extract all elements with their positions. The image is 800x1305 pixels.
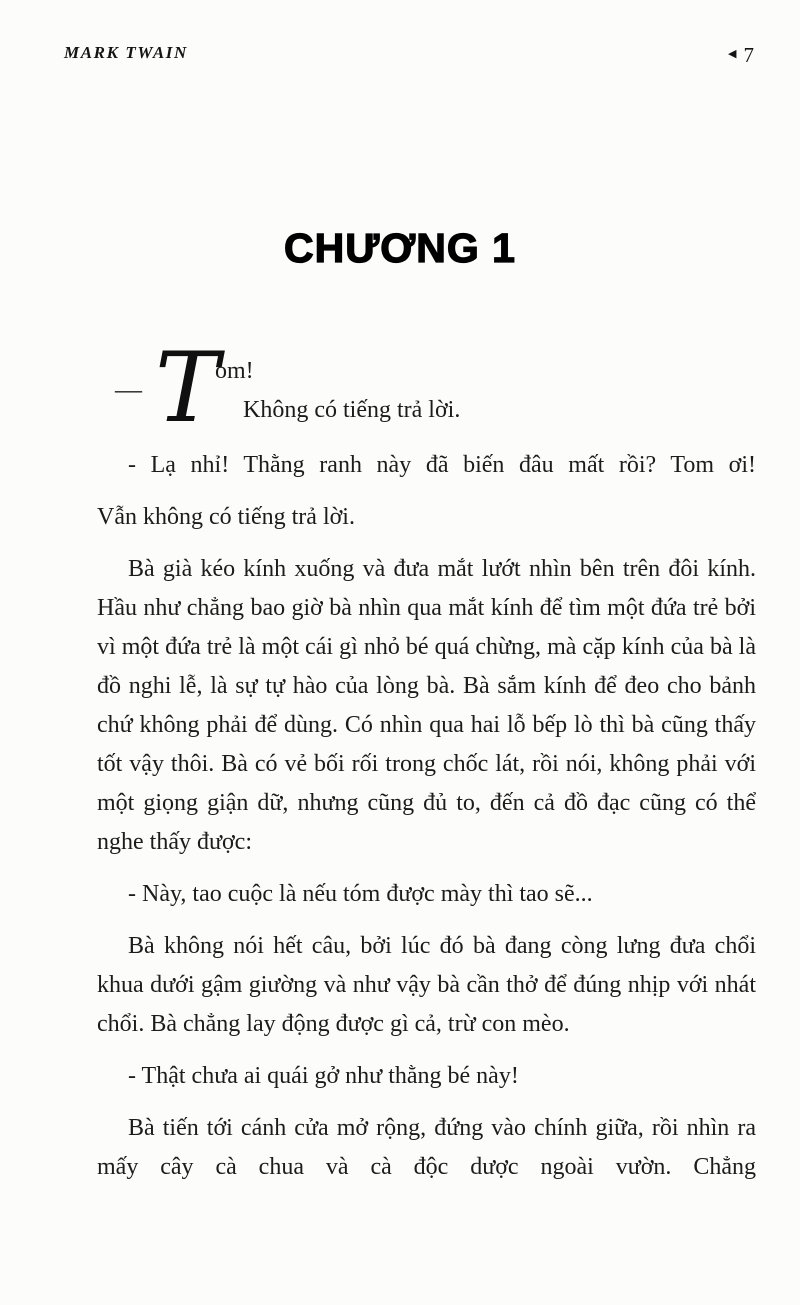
author-name: MARK TWAIN <box>64 43 188 62</box>
triangle-left-icon: ◀ <box>728 48 737 60</box>
dialogue-dash: — <box>115 374 142 404</box>
paragraph: Vẫn không có tiếng trả lời. <box>97 504 355 530</box>
opening-paragraph <box>97 332 756 444</box>
body-text <box>97 332 756 1200</box>
paragraph: - Này, tao cuộc là nếu tóm được mày thì tao sẽ... <box>128 881 593 907</box>
paragraph: - Lạ nhỉ! Thằng ranh này đã biến đâu mất rồi? Tom ơi! <box>128 452 756 478</box>
paragraph: - Thật chưa ai quái gở như thằng bé này! <box>128 1063 519 1089</box>
running-head <box>64 44 754 66</box>
paragraph: Bà tiến tới cánh cửa mở rộng, đứng vào chính giữa, rồi nhìn ra mấy cây cà chua và cà độc dược ngoài vườn. Chẳng <box>97 1115 756 1180</box>
chapter-title: CHƯƠNG 1 <box>284 225 516 271</box>
page-number: 7 <box>743 43 754 67</box>
page-number-block <box>728 45 754 66</box>
opening-line-1: om! <box>215 358 254 384</box>
paragraph: Bà già kéo kính xuống và đưa mắt lướt nhìn bên trên đôi kính. Hầu như chẳng bao giờ bà nhìn qua mắt kính để tìm một đứa trẻ bởi vì một đứa trẻ là một cái gì nhỏ bé quá chừng, mà cặp kính của bà là đồ nghi lễ, là sự tự hào của lòng bà. Bà sắm kính để đeo cho bảnh chứ không phải để dùng. Có nhìn qua hai lỗ bếp lò thì bà cũng thấy tốt vậy thôi. Bà có vẻ bối rối trong chốc lát, rồi nói, không phải với một giọng giận dữ, nhưng cũng đủ to, đến cả đồ đạc cũng có thể nghe thấy được: <box>97 556 756 855</box>
opening-line-2: Không có tiếng trả lời. <box>243 397 461 423</box>
paragraph: Bà không nói hết câu, bởi lúc đó bà đang còng lưng đưa chổi khua dưới gậm giường và như vậy bà cần thở để đúng nhịp với nhát chổi. Bà chẳng lay động được gì cả, trừ con mèo. <box>97 933 756 1037</box>
drop-cap: T <box>155 332 220 444</box>
